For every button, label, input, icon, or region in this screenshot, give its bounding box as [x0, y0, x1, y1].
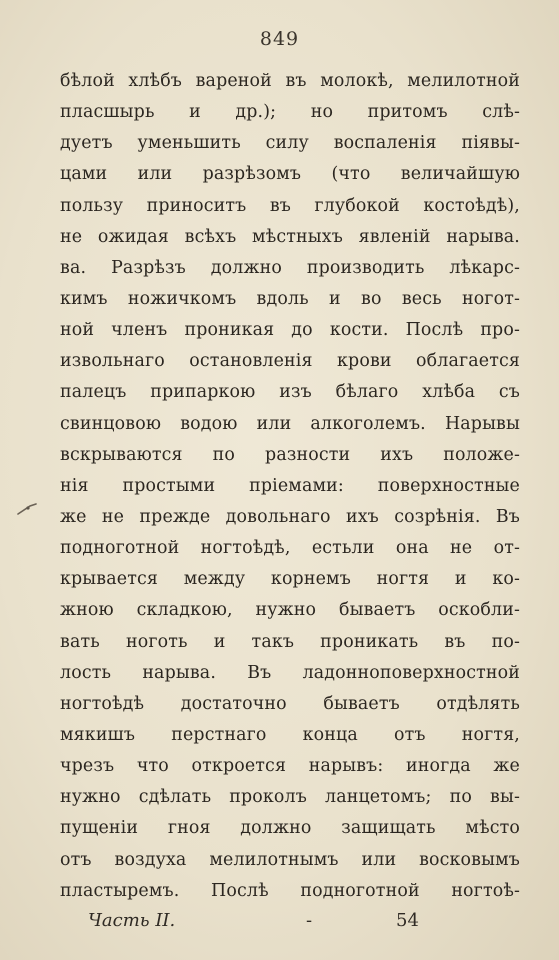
- text-line: жною складкою, нужно бываетъ оскобли-: [60, 600, 520, 621]
- text-line: свинцовою водою или алкоголемъ. Нарывы: [60, 413, 520, 434]
- text-line: крывается между корнемъ ногтя и ко-: [60, 569, 520, 590]
- text-line: лость нарыва. Въ ладонноповерхностной: [60, 662, 520, 683]
- text-line: дуетъ уменьшить силу воспаленія піявы-: [60, 133, 520, 154]
- text-line: пласшырь и др.); но притомъ слѣ-: [60, 102, 520, 123]
- text-line: палецъ припаркою изъ бѣлаго хлѣба съ: [60, 382, 520, 403]
- text-line: отъ воздуха мелилотнымъ или восковымъ: [60, 849, 520, 870]
- text-line: ной членъ проникая до кости. Послѣ про-: [60, 320, 520, 341]
- text-line: вскрываются по разности ихъ положе-: [60, 444, 520, 465]
- text-line: мякишъ перстнаго конца отъ ногтя,: [60, 724, 520, 745]
- text-line: ва. Разрѣзъ должно производить лѣкарс-: [60, 257, 520, 278]
- text-line: пользу приноситъ въ глубокой костоѣдѣ),: [60, 195, 520, 216]
- text-line: чрезъ что откроется нарывъ: иногда же: [60, 756, 520, 777]
- body-text: [60, 66, 520, 907]
- text-line: кимъ ножичкомъ вдоль и во весь ногот-: [60, 288, 520, 309]
- text-line: нія простыми пріемами: поверхностные: [60, 475, 520, 496]
- text-line: пластыремъ. Послѣ подноготной ногтоѣ-: [60, 880, 520, 901]
- text-line: нужно сдѣлать проколъ ланцетомъ; по вы-: [60, 787, 520, 808]
- sheet-number: 54: [396, 910, 419, 931]
- page-footer: [88, 910, 428, 940]
- text-line: подноготной ногтоѣдѣ, естьли она не от-: [60, 538, 520, 559]
- text-line: бѣлой хлѣбъ вареной въ молокѣ, мелилотной: [60, 71, 520, 91]
- margin-pencil-mark: [16, 502, 38, 516]
- footer-dash: -: [306, 910, 313, 931]
- text-line: ногтоѣдѣ достаточно бываетъ отдѣлять: [60, 693, 520, 714]
- text-line: пущеніи гноя должно защищать мѣсто: [60, 818, 520, 839]
- part-signature: Часть II.: [88, 910, 176, 931]
- page-number: 849: [259, 28, 300, 50]
- text-line: цами или разрѣзомъ (что величайшую: [60, 164, 520, 185]
- text-line: вать ноготь и такъ проникать въ по-: [60, 631, 520, 652]
- text-line: не ожидая всѣхъ мѣстныхъ явленій нарыва.: [60, 226, 520, 247]
- text-line: извольнаго остановленія крови облагается: [60, 351, 520, 372]
- text-line: же не прежде довольнаго ихъ созрѣнія. Въ: [60, 506, 520, 527]
